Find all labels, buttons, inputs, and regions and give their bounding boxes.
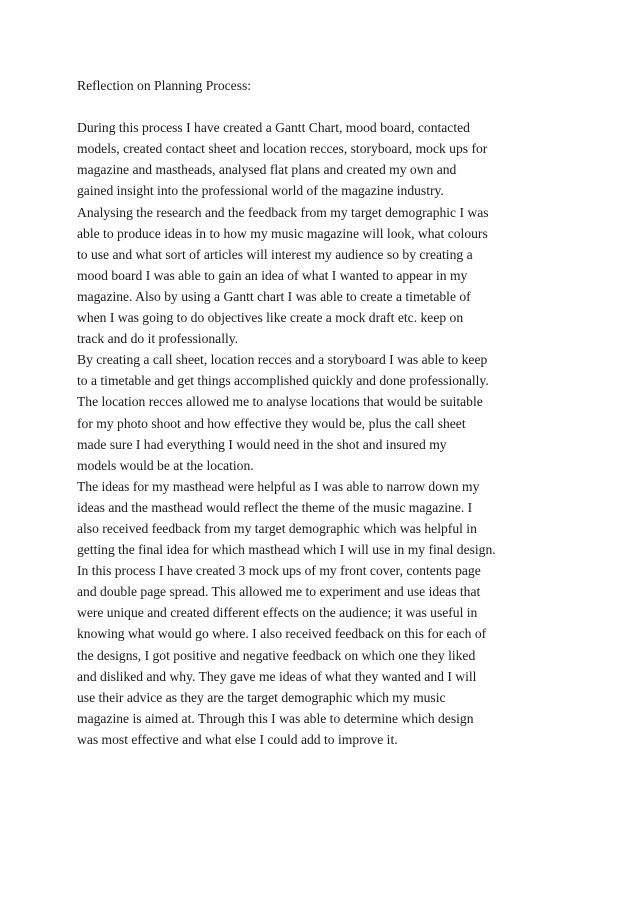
document-title: Reflection on Planning Process: bbox=[77, 78, 252, 93]
paragraph bbox=[77, 349, 577, 476]
text-line: and disliked and why. They gave me ideas of what they wanted and I will bbox=[77, 668, 477, 684]
text-line: track and do it professionally. bbox=[77, 331, 239, 347]
text-line: models would be at the location. bbox=[77, 457, 254, 473]
text-line: when I was going to do objectives like create a mock draft etc. keep on bbox=[77, 310, 464, 326]
text-line: magazine and mastheads, analysed flat plans and created my own and bbox=[77, 162, 457, 178]
text-line: were unique and created different effects on the audience; it was useful in bbox=[77, 605, 478, 621]
text-line: use their advice as they are the target demographic which my music bbox=[77, 689, 446, 705]
text-line: Analysing the research and the feedback from my target demographic I was bbox=[77, 204, 489, 220]
document-body bbox=[77, 75, 577, 750]
text-line: to a timetable and get things accomplished quickly and done professionally. bbox=[77, 373, 489, 389]
paragraph bbox=[77, 560, 577, 750]
paragraph bbox=[77, 202, 577, 350]
text-line: and double page spread. This allowed me to experiment and use ideas that bbox=[77, 584, 481, 600]
text-line: also received feedback from my target demographic which was helpful in bbox=[77, 520, 477, 536]
text-line: The location recces allowed me to analyse locations that would be suitable bbox=[77, 394, 483, 410]
text-line: gained insight into the professional world of the magazine industry. bbox=[77, 183, 444, 199]
text-line: to use and what sort of articles will interest my audience so by creating a bbox=[77, 246, 473, 262]
text-line: the designs, I got positive and negative feedback on which one they liked bbox=[77, 647, 476, 663]
paragraph bbox=[77, 117, 577, 201]
text-line: able to produce ideas in to how my music magazine will look, what colours bbox=[77, 225, 488, 241]
text-line: magazine. Also by using a Gantt chart I was able to create a timetable of bbox=[77, 288, 471, 304]
text-line: ideas and the masthead would reflect the theme of the music magazine. I bbox=[77, 499, 473, 515]
text-line: getting the final idea for which masthead which I will use in my final design. bbox=[77, 542, 496, 558]
text-line: During this process I have created a Gantt Chart, mood board, contacted bbox=[77, 120, 470, 136]
text-line: was most effective and what else I could add to improve it. bbox=[77, 731, 398, 747]
text-line: for my photo shoot and how effective they would be, plus the call sheet bbox=[77, 415, 466, 431]
text-line: The ideas for my masthead were helpful as I was able to narrow down my bbox=[77, 478, 480, 494]
text-line: By creating a call sheet, location recces and a storyboard I was able to keep bbox=[77, 352, 488, 368]
paragraph bbox=[77, 476, 577, 560]
text-line: models, created contact sheet and location recces, storyboard, mock ups for bbox=[77, 141, 488, 157]
text-line: In this process I have created 3 mock ups of my front cover, contents page bbox=[77, 563, 481, 579]
text-line: magazine is aimed at. Through this I was able to determine which design bbox=[77, 710, 474, 726]
text-line: made sure I had everything I would need in the shot and insured my bbox=[77, 436, 447, 452]
text-line: knowing what would go where. I also received feedback on this for each of bbox=[77, 626, 487, 642]
text-line: mood board I was able to gain an idea of what I wanted to appear in my bbox=[77, 267, 468, 283]
